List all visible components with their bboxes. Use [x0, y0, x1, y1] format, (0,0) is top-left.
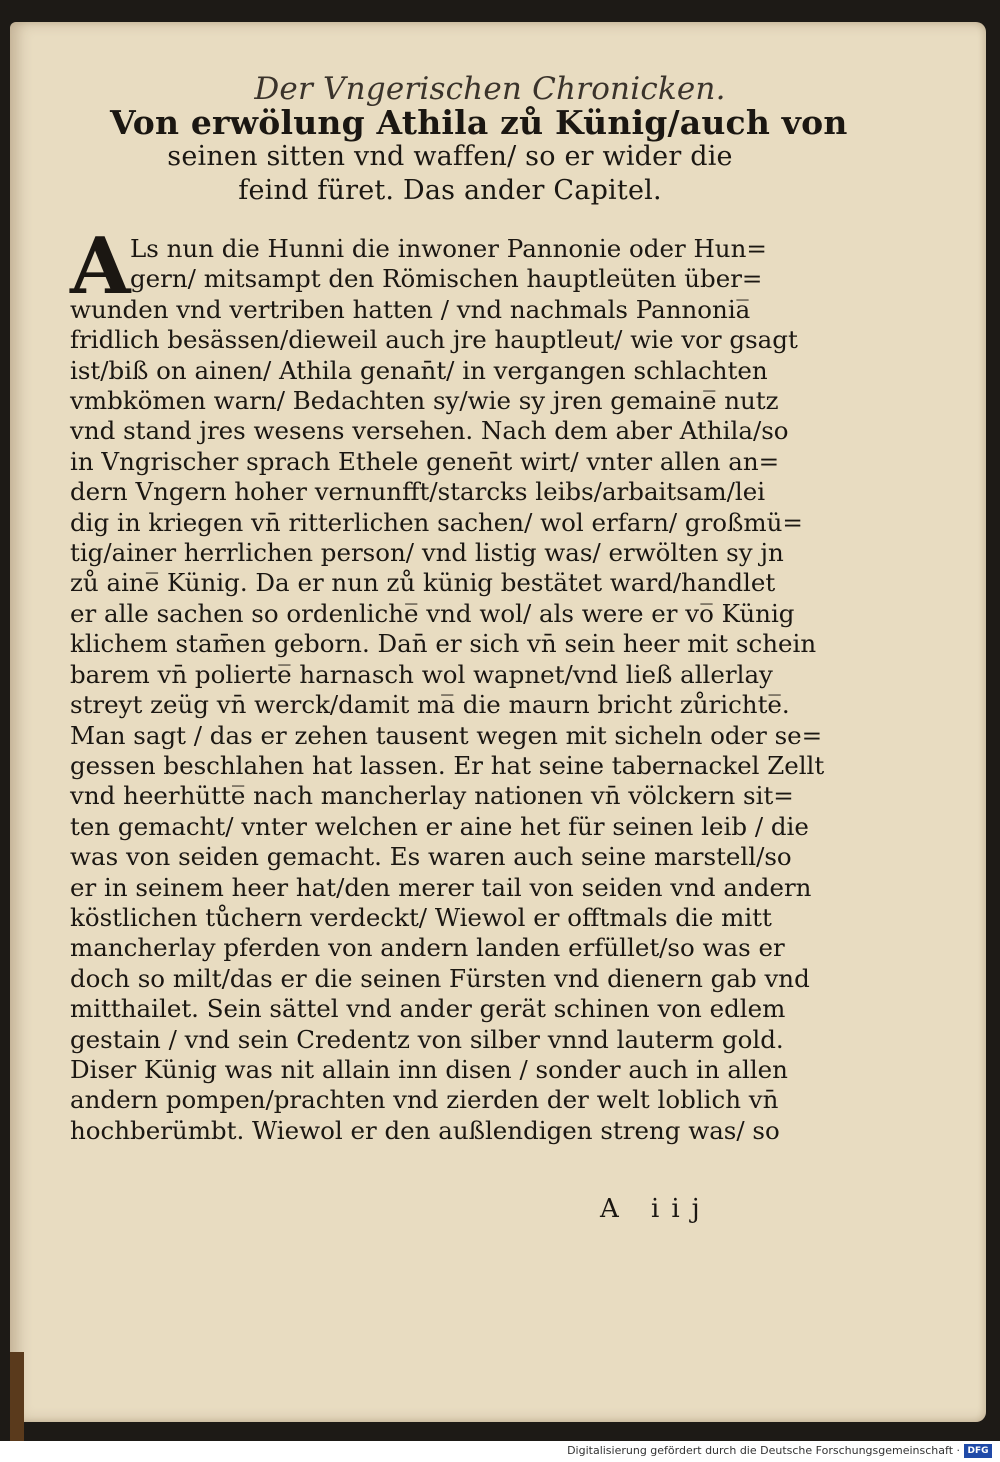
- text-line: dern Vngern hoher vernunfft/starcks leibs/arbaitsam/lei: [70, 477, 766, 507]
- digitization-footer: [0, 1441, 1000, 1462]
- text-line: vmbkömen warn/ Bedachten sy/wie sy jren gemaine̅ nutz: [70, 386, 779, 416]
- text-line: was von seiden gemacht. Es waren auch seine marstell/so: [70, 842, 792, 872]
- text-line: ten gemacht/ vnter welchen er aine het für seinen leib / die: [70, 811, 809, 841]
- chapter-title-line-1: Von erwölung Athila zů Künig/auch von: [110, 103, 848, 142]
- text-line: vnd heerhütte̅ nach mancherlay nationen vn̄ völckern sit=: [70, 781, 794, 811]
- text-line: in Vngrischer sprach Ethele genen̄t wirt/ vnter allen an=: [70, 446, 780, 476]
- signature-mark: A iij: [600, 1194, 712, 1224]
- text-line: er alle sachen so ordenliche̅ vnd wol/ als were er vo̅ Künig: [70, 598, 795, 628]
- text-line: Diser Künig was nit allain inn disen / sonder auch in allen: [70, 1054, 788, 1084]
- running-title: Der Vngerischen Chronicken.: [254, 71, 726, 107]
- text-line: hochberümbt. Wiewol er den außlendigen streng was/ so: [70, 1115, 780, 1145]
- dfg-logo: DFG: [964, 1444, 992, 1458]
- text-line: Ls nun die Hunni die inwoner Pannonie oder Hun=: [130, 234, 767, 263]
- text-line: doch so milt/das er die seinen Fürsten vnd dienern gab vnd: [70, 963, 810, 993]
- text-line: barem vn̄ polierte̅ harnasch wol wapnet/vnd ließ allerlay: [70, 659, 773, 689]
- text-line: Man sagt / das er zehen tausent wegen mit sicheln oder se=: [70, 720, 823, 750]
- text-line: tig/ainer herrlichen person/ vnd listig was/ erwölten sy jn: [70, 538, 784, 568]
- text-line: ist/biß on ainen/ Athila genan̄t/ in vergangen schlachten: [70, 355, 768, 385]
- funding-credit: Digitalisierung gefördert durch die Deutsche Forschungsgemeinschaft ·: [567, 1444, 960, 1457]
- text-line: streyt zeüg vn̄ werck/damit ma̅ die maurn bricht zůrichte̅.: [70, 690, 790, 720]
- text-line: gern/ mitsampt den Römischen hauptleüten über=: [130, 264, 763, 294]
- text-line: mancherlay pferden von andern landen erfüllet/so was er: [70, 933, 785, 963]
- book-page: [10, 22, 986, 1422]
- chapter-heading: [70, 71, 848, 208]
- text-line: andern pompen/prachten vnd zierden der welt loblich vn̄: [70, 1085, 779, 1115]
- text-line: mitthailet. Sein sättel vnd ander gerät schinen von edlem: [70, 994, 786, 1024]
- text-line: dig in kriegen vn̄ ritterlichen sachen/ wol erfarn/ großmü=: [70, 507, 803, 537]
- chapter-title-line-2: seinen sitten vnd waffen/ so er wider die: [167, 141, 733, 172]
- text-line: vnd stand jres wesens versehen. Nach dem aber Athila/so: [70, 416, 789, 446]
- text-line: wunden vnd vertriben hatten / vnd nachmals Pannonia̅: [70, 294, 751, 324]
- text-line: köstlichen tůchern verdeckt/ Wiewol er offtmals die mitt: [70, 902, 772, 932]
- text-line: klichem stam̄en geborn. Dan̄ er sich vn̄ sein heer mit schein: [70, 629, 817, 659]
- text-line: fridlich besässen/dieweil auch jre hauptleut/ wie vor gsagt: [70, 325, 798, 355]
- drop-cap-initial: A: [70, 221, 131, 312]
- text-line: gessen beschlahen hat lassen. Er hat seine tabernackel Zellt: [70, 750, 825, 780]
- body-paragraph: [70, 221, 825, 1146]
- text-line: zů aine̅ Künig. Da er nun zů künig bestätet ward/handlet: [70, 568, 776, 598]
- text-line: gestain / vnd sein Credentz von silber vnnd lauterm gold.: [70, 1024, 784, 1054]
- chapter-title-line-3: feind füret. Das ander Capitel.: [238, 175, 662, 206]
- page-text-block: [70, 71, 848, 1146]
- text-line: er in seinem heer hat/den merer tail von seiden vnd andern: [70, 872, 812, 902]
